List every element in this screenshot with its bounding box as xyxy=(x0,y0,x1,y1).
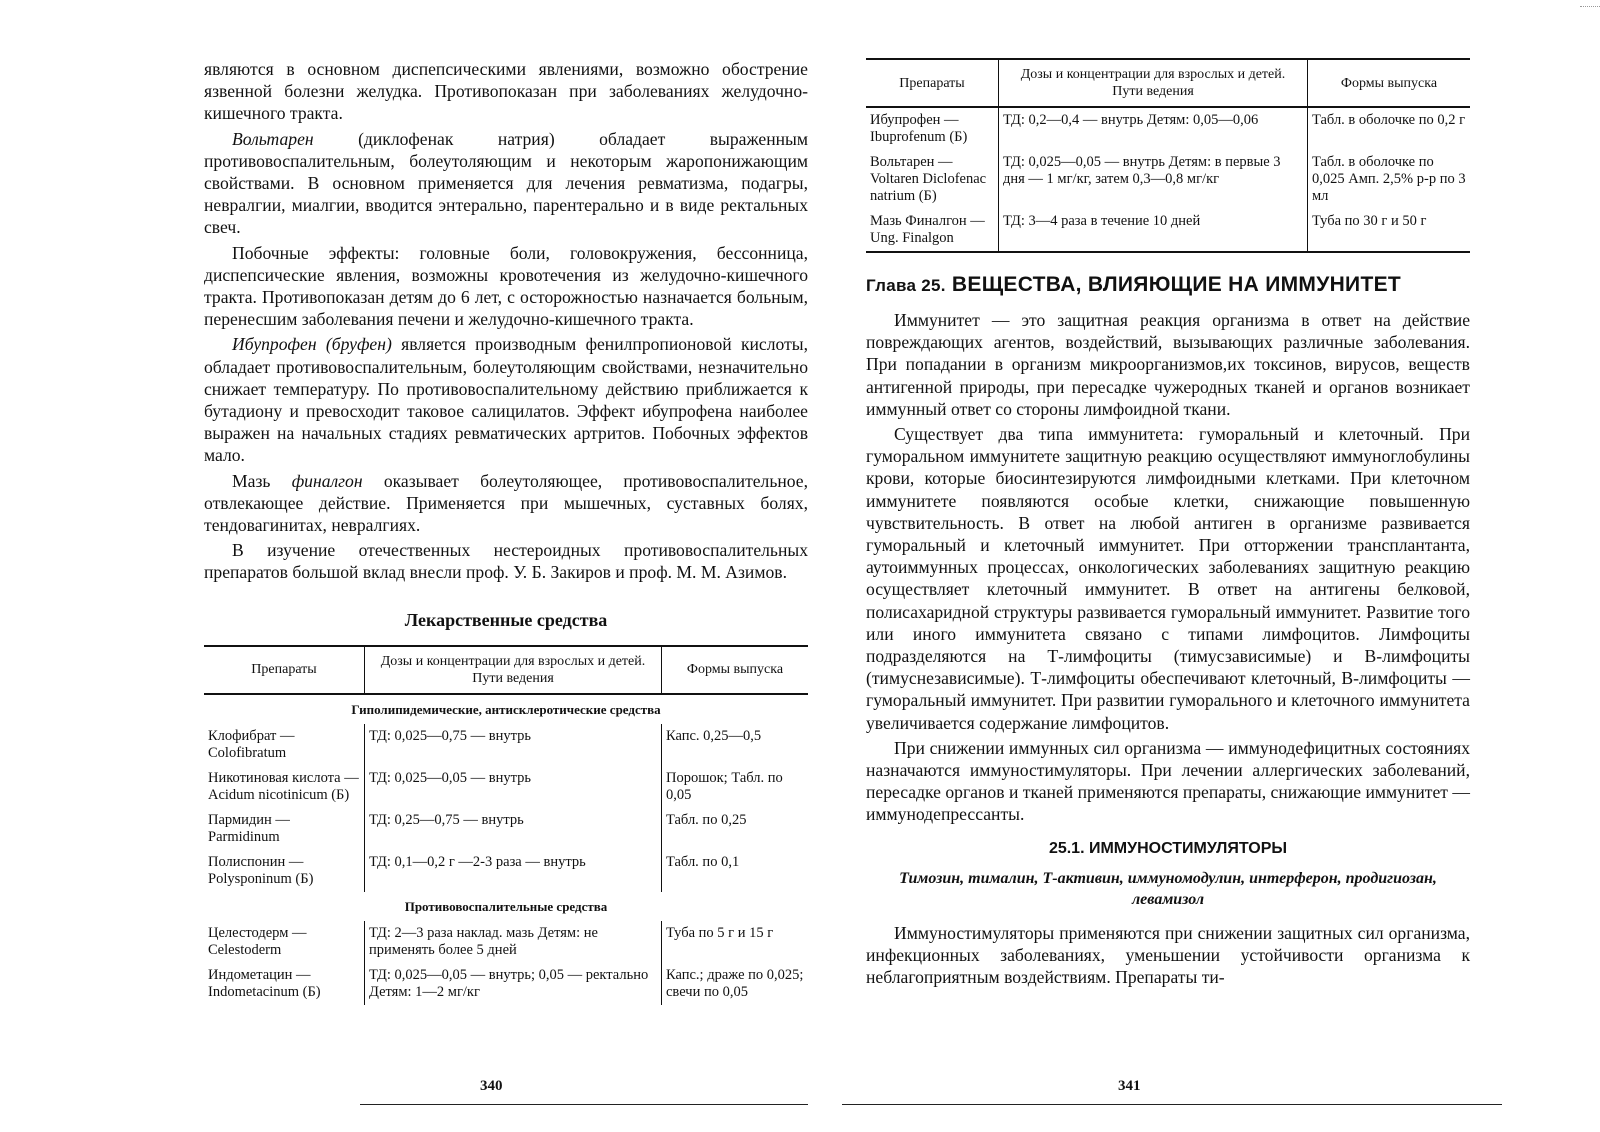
dose-cell: ТД: 0,25—0,75 — внутрь xyxy=(365,808,662,850)
left-page xyxy=(204,58,808,1005)
table-row xyxy=(866,150,1470,209)
paragraph-voltaren-text: (диклофенак натрия) обладает выраженным противовоспалительным, болеутоляющим и некоторым жаропонижающим свойствами. В основном применяется для лечения ревматизма, подагры, невралгии, миалгии, вводится энтерально, парентерально и в виде ректальных свеч. xyxy=(204,128,808,238)
dose-cell: ТД: 0,025—0,05 — внутрь; 0,05 — ректально Детям: 1—2 мг/кг xyxy=(365,963,662,1005)
chapter-heading xyxy=(866,273,1470,297)
table-row xyxy=(204,850,808,892)
paragraph-voltaren xyxy=(204,128,808,239)
footer-rule-left xyxy=(360,1104,808,1105)
page-number-left: 340 xyxy=(480,1078,503,1094)
table-row xyxy=(204,724,808,766)
dose-cell: ТД: 3—4 раза в течение 10 дней xyxy=(999,209,1308,252)
drug-cell: Целестодерм — Celestoderm xyxy=(208,924,307,958)
form-cell: Табл. в оболочке по 0,025 Амп. 2,5% р-р по 3 мл xyxy=(1308,150,1471,209)
paragraph-immunity-definition: Иммунитет — это защитная реакция организма в ответ на действие повреждающих агентов, воздействий, вызывающих различные заболевания. При попадании в организм микроорганизмов,их токсинов, вирусов, веществ антигенной природы, при пересадке чужеродных тканей и органов возникает иммунный ответ со стороны лимфоидной ткани. xyxy=(866,310,1470,419)
paragraph-immunostimulators-intro: При снижении иммунных сил организма — иммунодефицитных состояниях назначаются иммуностимуляторы. При лечении аллергических заболеваний, пересадке органов и тканей применяются препараты, снижающие иммунитет — иммунодепрессанты. xyxy=(866,737,1470,825)
chapter-label: Глава 25. xyxy=(866,276,946,295)
header-doses: Дозы и концентрации для взрослых и детей. Пути ведения xyxy=(365,646,662,694)
right-page xyxy=(866,58,1470,991)
maz-word: Мазь xyxy=(232,470,271,491)
paragraph-1: являются в основном диспепсическими явлениями, возможно обострение язвенной болезни желудка. Противопоказан при заболеваниях желудочно-кишечного тракта. xyxy=(204,59,808,124)
footer-rule-right xyxy=(842,1104,1502,1105)
paragraph-side-effects: Побочные эффекты: головные боли, головокружения, бессонница, диспепсические явления, возможны кровотечения из желудочно-кишечного тракта. Противопоказан детям до 6 лет, с осторожностью назначается больным, перенесшим заболевания печени и желудочно-кишечного тракта. xyxy=(204,242,808,330)
drug-cell: Индометацин — Indometacinum (Б) xyxy=(208,966,321,1000)
header-forms: Формы выпуска xyxy=(662,646,809,694)
paragraph-finalgon-text: оказывает болеутоляющее, противовоспалительное, отвлекающее действие. Применяется при мышечных, суставных болях, тендовагинитах, невралгиях. xyxy=(204,470,808,536)
table-row xyxy=(204,963,808,1005)
form-cell: Туба по 30 г и 50 г xyxy=(1308,209,1471,252)
form-cell: Капс.; драже по 0,025; свечи по 0,05 xyxy=(662,963,809,1005)
header-forms: Формы выпуска xyxy=(1308,59,1471,107)
form-cell: Порошок; Табл. по 0,05 xyxy=(662,766,809,808)
form-cell: Капс. 0,25—0,5 xyxy=(662,724,809,766)
header-doses: Дозы и концентрации для взрослых и детей. Пути ведения xyxy=(999,59,1308,107)
section-heading: 25.1. ИММУНОСТИМУЛЯТОРЫ xyxy=(1048,839,1288,857)
chapter-title: ВЕЩЕСТВА, ВЛИЯЮЩИЕ НА ИММУНИТЕТ xyxy=(951,273,1402,296)
table-row xyxy=(866,209,1470,252)
group-lipid-title: Гиполипидемические, антисклеротические средства xyxy=(351,701,661,717)
paragraph-contributors: В изучение отечественных нестероидных противовоспалительных препаратов большой вклад внесли проф. У. Б. Закиров и проф. М. М. Азимов. xyxy=(204,540,808,583)
drug-cell: Полиспонин — Polysponinum (Б) xyxy=(208,853,314,887)
form-cell: Туба по 5 г и 15 г xyxy=(662,921,809,963)
table-row xyxy=(204,766,808,808)
table-title: Лекарственные средства xyxy=(404,609,608,630)
drug-cell: Клофибрат — Colofibratum xyxy=(208,727,295,761)
drug-cell: Ибупрофен — Ibuprofenum (Б) xyxy=(870,112,968,145)
page-number-right: 341 xyxy=(1118,1078,1141,1094)
paragraph-immunostimulators: Иммуностимуляторы применяются при снижении защитных сил организма, инфекционных заболеваниях, уменьшении устойчивости организма к неблагоприятным воздействиям. Препараты ти- xyxy=(866,922,1470,988)
dose-cell: ТД: 0,025—0,05 — внутрь xyxy=(365,766,662,808)
dose-cell: ТД: 0,2—0,4 — внутрь Детям: 0,05—0,06 xyxy=(999,107,1308,150)
dose-cell: ТД: 0,025—0,05 — внутрь Детям: в первые 3 дня — 1 мг/кг, затем 0,3—0,8 мг/кг xyxy=(999,150,1308,209)
header-drugs: Препараты xyxy=(866,59,999,107)
form-cell: Табл. по 0,1 xyxy=(662,850,809,892)
drug-table-right xyxy=(866,58,1470,253)
scan-edge-mark xyxy=(1580,0,1600,7)
group-antiinflammatory-title: Противовоспалительные средства xyxy=(404,898,608,914)
drug-name-voltaren: Вольтарен xyxy=(232,128,314,149)
drug-name-ibuprofen: Ибупрофен (бруфен) xyxy=(232,334,392,355)
table-header-row xyxy=(204,646,808,694)
drug-cell: Вольтарен — Voltaren Diclofenac natrium (Б) xyxy=(870,154,987,204)
section-subheading: Тимозин, тималин, Т-активин, иммуномодулин, интерферон, продигиозан, левамизол xyxy=(899,869,1437,908)
table-row xyxy=(204,808,808,850)
drug-cell: Мазь Финалгон — Ung. Finalgon xyxy=(866,209,999,252)
form-cell: Табл. в оболочке по 0,2 г xyxy=(1308,107,1471,150)
table-header-row xyxy=(866,59,1470,107)
paragraph-ibuprofen xyxy=(204,333,808,466)
dose-cell: ТД: 0,025—0,75 — внутрь xyxy=(365,724,662,766)
dose-cell: ТД: 0,1—0,2 г —2-3 раза — внутрь xyxy=(365,850,662,892)
dose-cell: ТД: 2—3 раза наклад. мазь Детям: не применять более 5 дней xyxy=(365,921,662,963)
paragraph-immunity-types: Существует два типа иммунитета: гуморальный и клеточный. При гуморальном иммунитете защитную реакцию осуществляют иммуноглобулины крови, которые биосинтезируются лимфоидными клетками. При клеточном иммунитете появляются особые клетки, снижающие повышенную чувствительность. В ответ на любой антиген в организме развивается гуморальный и клеточный иммунитет. При отторжении трансплантанта, аутоиммунных процессах, онкологических заболеваниях защитную реакцию осуществляет клеточный иммунитет. В ответ на антигены белковой, полисахаридной структуры развивается гуморальный иммунитет. Развитие того или иного иммунитета связано с типами лимфоцитов. Лимфоциты подразделяются на Т-лимфоциты (тимусзависимые) и В-лимфоциты (тимуснезависимые). Т-лимфоциты обеспечивают клеточный, В-лимфоциты — гуморальный иммунитет. При развитии гуморального и клеточного иммунитета увеличивается содержание лимфоцитов. xyxy=(866,424,1470,733)
paragraph-finalgon xyxy=(204,470,808,537)
header-drugs: Препараты xyxy=(204,646,365,694)
drug-cell: Никотиновая кислота — Acidum nicotinicum (Б) xyxy=(208,769,359,803)
drug-table-left xyxy=(204,645,808,1005)
table-group-row xyxy=(204,694,808,724)
form-cell: Табл. по 0,25 xyxy=(662,808,809,850)
drug-name-finalgon: финалгон xyxy=(291,470,363,491)
paragraph-ibuprofen-text: является производным фенилпропионовой кислоты, обладает противовоспалительным, болеутоляющим свойствами, незначительно снижает температуру. По противовоспалительному действию приближается к бутадиону и превосходит таковое салицилатов. Эффект ибупрофена наиболее выражен на начальных стадиях ревматических артритов. Побочных эффектов мало. xyxy=(204,334,808,466)
table-group-row xyxy=(204,892,808,921)
table-row xyxy=(866,107,1470,150)
table-row xyxy=(204,921,808,963)
drug-cell: Пармидин — Parmidinum xyxy=(208,811,290,845)
